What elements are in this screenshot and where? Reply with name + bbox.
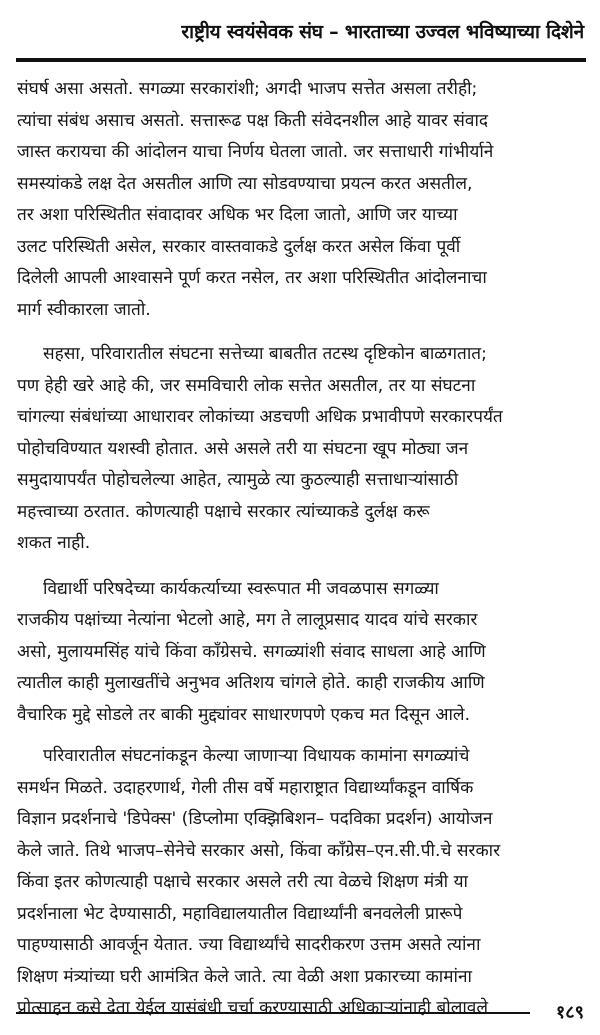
text-line: त्यांचा संबंध असाच असतो. सत्तारूढ पक्ष किती संवेदनशील आहे यावर संवाद — [17, 110, 489, 131]
text-line: दिलेली आपली आश्वासने पूर्ण करत नसेल, तर अशा परिस्थितीत आंदोलनाचा — [17, 268, 487, 288]
paragraph-1 — [17, 74, 585, 326]
paragraph-3 — [17, 574, 585, 732]
text-line: तर अशा परिस्थितीत संवादावर अधिक भर दिला जातो, आणि जर याच्या — [17, 205, 458, 225]
text-line: विद्यार्थी परिषदेच्या कार्यकर्त्याच्या स्वरूपात मी जवळपास सगळ्या — [43, 578, 439, 599]
text-line: समुदायापर्यंत पोहोचलेल्या आहेत, त्यामुळे त्या कुठल्याही सत्ताधाऱ्यांसाठी — [17, 470, 459, 490]
text-line: त्यातील काही मुलाखतींचे अनुभव अतिशय चांगले होते. काही राजकीय आणि — [17, 673, 485, 693]
paragraph-4 — [17, 741, 585, 1025]
text-line: प्रोत्साहन कसे देता येईल यासंबंधी चर्चा करण्यासाठी अधिकाऱ्यांनाही बोलावले — [17, 998, 489, 1018]
text-line: संघर्ष असा असतो. सगळ्या सरकारांशी; अगदी भाजप सत्तेत असला तरीही; — [17, 79, 478, 99]
text-line: पाहण्यासाठी आवर्जून येतात. ज्या विद्यार्थ्यांचे सादरीकरण उत्तम असते त्यांना — [17, 935, 481, 955]
text-line: शकत नाही. — [17, 533, 91, 553]
header-title: राष्ट्रीय स्वयंसेवक संघ – भारताच्या उज्वल भविष्याच्या दिशेने — [181, 21, 584, 43]
running-header — [16, 6, 586, 62]
text-line: शिक्षण मंत्र्यांच्या घरी आमंत्रित केले जाते. त्या वेळी अशा प्रकारच्या कामांना — [17, 966, 472, 987]
footer-rule — [16, 1012, 530, 1014]
text-line: किंवा इतर कोणत्याही पक्षाचे सरकार असले तरी त्या वेळचे शिक्षण मंत्री या — [17, 872, 469, 892]
text-line: मार्ग स्वीकारला जातो. — [17, 299, 151, 320]
text-line: पण हेही खरे आहे की, जर समविचारी लोक सत्तेत असतील, तर या संघटना — [17, 375, 476, 396]
text-line: सहसा, परिवारातील संघटना सत्तेच्या बाबतीत तटस्थ दृष्टिकोन बाळगतात; — [43, 344, 487, 364]
text-line: परिवारातील संघटनांकडून केल्या जाणाऱ्या विधायक कामांना सगळ्यांचे — [43, 746, 470, 766]
text-line: समर्थन मिळते. उदाहरणार्थ, गेली तीस वर्षे महाराष्ट्रात विद्यार्थ्यांकडून वार्षिक — [17, 777, 474, 798]
text-line: असो, मुलायमसिंह यांचे किंवा काँग्रेसचे. सगळ्यांशी संवाद साधला आहे आणि — [17, 641, 486, 662]
text-line: चांगल्या संबंधांच्या आधारावर लोकांच्या अडचणी अधिक प्रभावीपणे सरकारपर्यंत — [17, 407, 503, 427]
text-line: जास्त करायचा की आंदोलन याचा निर्णय घेतला जातो. जर सत्ताधारी गांभीर्याने — [17, 142, 494, 162]
text-line: विज्ञान प्रदर्शनाचे 'डिपेक्स' (डिप्लोमा एक्झिबिशन– पदविका प्रदर्शन) आयोजन — [17, 809, 493, 829]
paragraph-2 — [17, 339, 585, 560]
body-text — [17, 74, 585, 1035]
text-line: महत्त्वाच्या ठरतात. कोणत्याही पक्षाचे सरकार त्यांच्याकडे दुर्लक्ष करू — [17, 501, 430, 522]
page-footer — [16, 1002, 586, 1026]
text-line: प्रदर्शनाला भेट देण्यासाठी, महाविद्यालयातील विद्यार्थ्यांनी बनवलेली प्रारूपे — [17, 903, 463, 924]
text-line: वैचारिक मुद्दे सोडले तर बाकी मुद्द्यांवर साधारणपणे एकच मत दिसून आले. — [17, 704, 471, 725]
text-line: उलट परिस्थिती असेल, सरकार वास्तवाकडे दुर्लक्ष करत असेल किंवा पूर्वी — [17, 236, 461, 257]
text-line: राजकीय पक्षांच्या नेत्यांना भेटलो आहे, मग ते लालूप्रसाद यादव यांचे सरकार — [17, 610, 478, 630]
page-number: १८९ — [555, 1002, 584, 1023]
text-line: समस्यांकडे लक्ष देत असतील आणि त्या सोडवण्याचा प्रयत्न करत असतील, — [17, 173, 473, 194]
text-line: पोहोचविण्यात यशस्वी होतात. असे असले तरी या संघटना खूप मोठ्या जन — [17, 438, 469, 459]
text-line: केले जाते. तिथे भाजप–सेनेचे सरकार असो, किंवा काँग्रेस–एन.सी.पी.चे सरकार — [17, 840, 501, 861]
